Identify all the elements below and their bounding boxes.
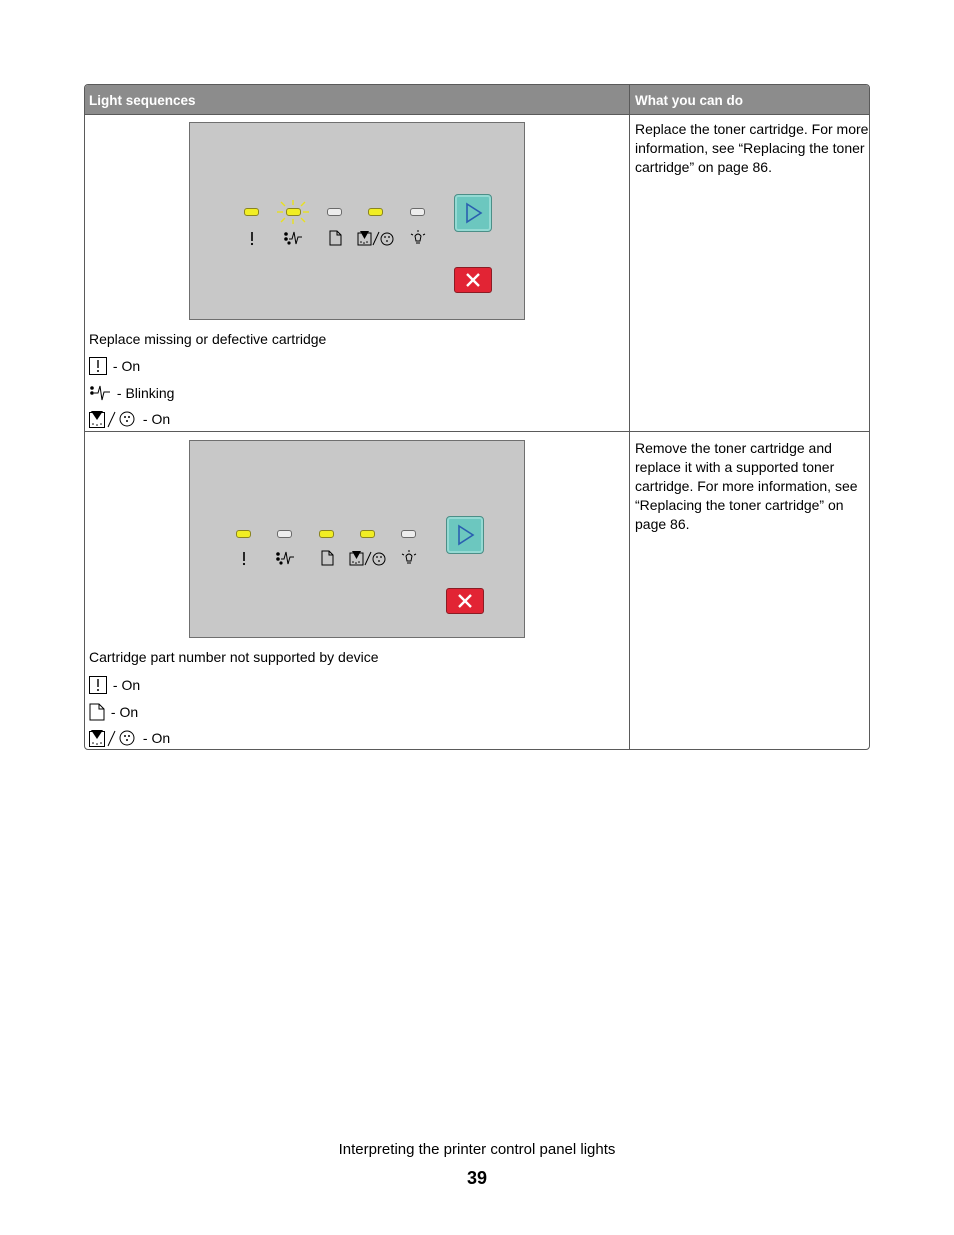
legend-state: - Blinking	[116, 385, 175, 402]
control-panel-illustration	[189, 440, 525, 638]
ready-icon	[398, 550, 420, 566]
paper-jam-led	[277, 530, 292, 538]
row1-description: Replace the toner cartridge. For more information, see “Replacing the toner cartridge” on page 86.	[635, 121, 869, 175]
play-icon	[447, 517, 483, 553]
paper-jam-icon	[274, 550, 296, 566]
close-icon	[447, 589, 483, 613]
row2-title: Cartridge part number not supported by device	[89, 649, 379, 665]
header-light-sequences: Light sequences	[89, 93, 196, 108]
attention-icon	[89, 357, 107, 375]
row2-legend-load-paper	[89, 701, 138, 721]
legend-state: - On	[142, 411, 171, 428]
ready-led	[401, 530, 416, 538]
legend-state: - On	[142, 730, 171, 747]
control-panel-illustration	[189, 122, 525, 320]
row1-legend-toner	[89, 408, 170, 428]
ready-led	[410, 208, 425, 216]
row1-legend-paper-jam	[89, 382, 174, 402]
attention-led	[244, 208, 259, 216]
attention-icon	[241, 230, 263, 246]
toner-led	[360, 530, 375, 538]
load-paper-icon	[324, 230, 346, 246]
row-divider	[85, 431, 869, 432]
attention-icon	[233, 550, 255, 566]
paper-jam-icon	[89, 384, 111, 402]
load-paper-icon	[89, 703, 105, 721]
footer-section-title: Interpreting the printer control panel lights	[338, 1141, 616, 1158]
paper-jam-icon	[282, 230, 304, 246]
toner-icon	[356, 230, 396, 246]
attention-icon	[89, 676, 107, 694]
row1-legend-attention	[89, 355, 140, 375]
row1-title: Replace missing or defective cartridge	[89, 331, 327, 347]
go-button	[454, 194, 492, 232]
load-paper-led	[319, 530, 334, 538]
close-icon	[455, 268, 491, 292]
toner-icon	[89, 410, 137, 428]
legend-state: - On	[112, 358, 141, 375]
legend-state: - On	[110, 704, 139, 721]
stop-button	[454, 267, 492, 293]
stop-button	[446, 588, 484, 614]
column-divider	[629, 85, 630, 749]
row2-description: Remove the toner cartridge and replace it with a supported toner cartridge. For more information, see “Replacing the toner cartridge” on page 86.	[635, 440, 858, 532]
go-button	[446, 516, 484, 554]
paper-jam-led	[286, 208, 301, 216]
load-paper-led	[327, 208, 342, 216]
play-icon	[455, 195, 491, 231]
row2-legend-toner	[89, 727, 170, 747]
ready-icon	[407, 230, 429, 246]
toner-led	[368, 208, 383, 216]
row2-legend-attention	[89, 674, 140, 694]
legend-state: - On	[112, 677, 141, 694]
table-header	[85, 85, 869, 115]
toner-icon	[89, 729, 137, 747]
load-paper-icon	[316, 550, 338, 566]
header-what-you-can-do: What you can do	[635, 93, 743, 108]
page-number: 39	[466, 1168, 488, 1188]
toner-icon	[348, 550, 388, 566]
light-sequence-table	[84, 84, 870, 750]
attention-led	[236, 530, 251, 538]
